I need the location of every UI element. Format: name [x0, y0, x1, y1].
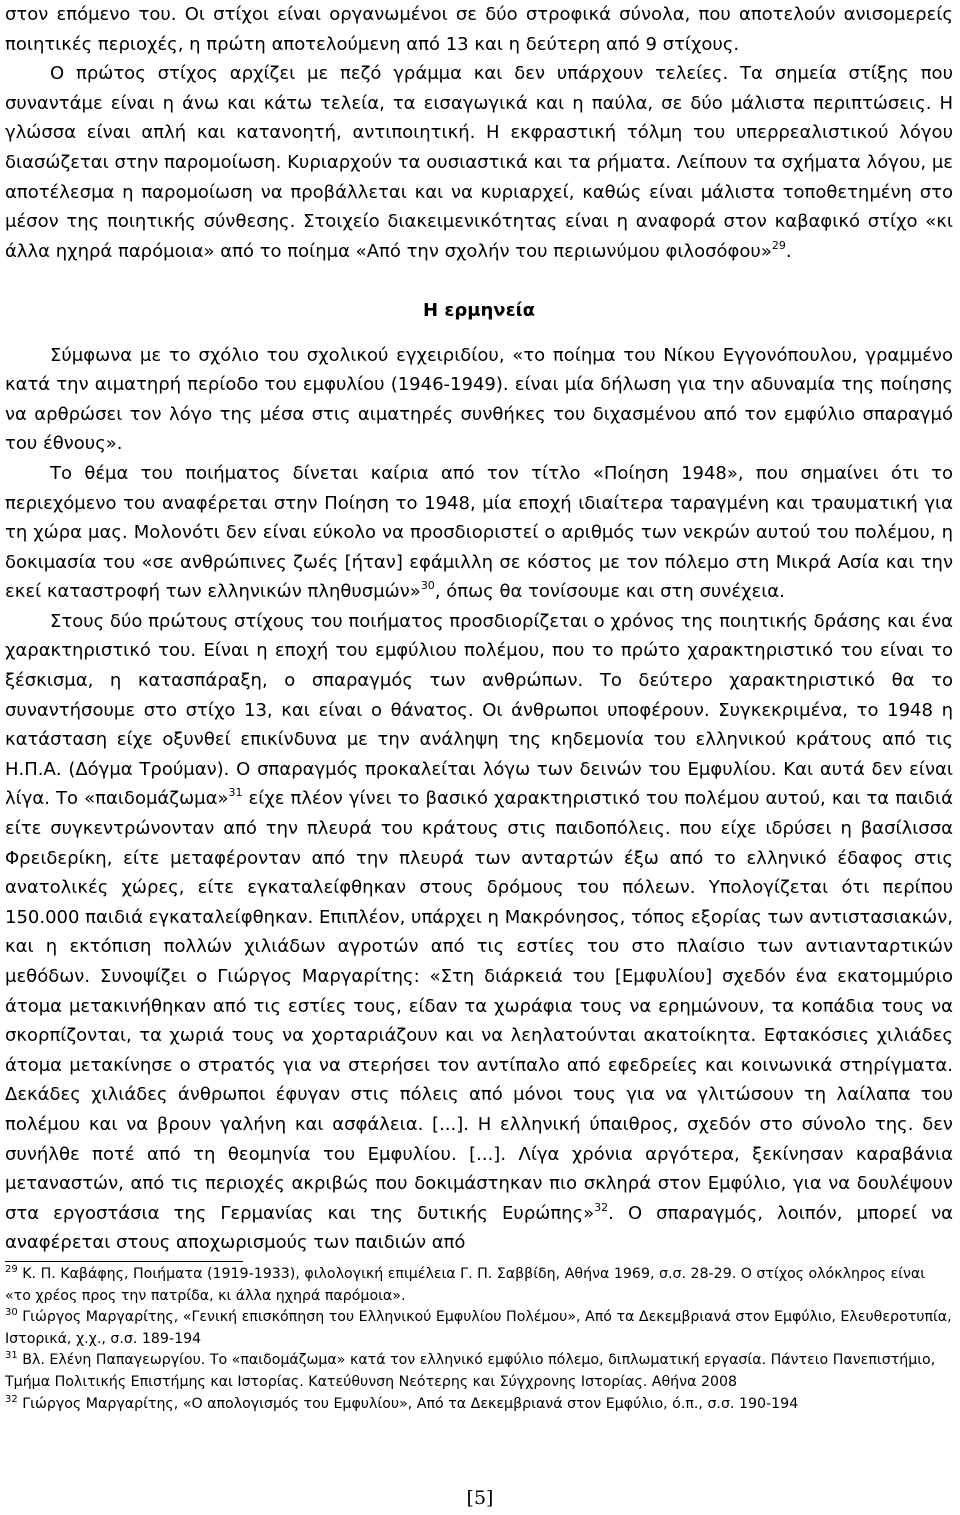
footnote	[5, 1394, 953, 1416]
footnote-number: 29	[5, 1264, 18, 1275]
footnote-number: 30	[5, 1307, 18, 1319]
paragraph-text: Ο πρώτος στίχος αρχίζει με πεζό γράμμα και δεν υπάρχουν τελείες. Τα σημεία στίξης που συναντάμε είναι η άνω και κάτω τελεία, τα εισαγωγικά και η παύλα, σε δύο μάλιστα περιπτώσεις. Η γλώσσα είναι απλή και κατανοητή, αντιποιητική. Η εκφραστική τόλμη του υπερρεαλιστικού λόγου διασώζεται στην παρομοίωση. Κυριαρχούν τα ουσιαστικά και τα ρήματα. Λείπουν τα σχήματα λόγου, με αποτέλεσμα η παρομοίωση να προβάλλεται και να κυριαρχεί, καθώς είναι μάλιστα τοποθετημένη στο μέσον της ποιητικής σύνθεσης. Στοιχείο διακειμενικότητας είναι η αναφορά στον καβαφικό στίχο «κι άλλα ηχηρά παρόμοια» από το ποίημα «Από την σχολήν του περιωνύμου φιλοσόφου»	[5, 63, 953, 262]
footnote-number: 32	[5, 1393, 18, 1405]
footnote-text: Γιώργος Μαργαρίτης, «Γενική επισκόπηση του Ελληνικού Εμφυλίου Πολέμου», Από τα Δεκεμβριανά στον Εμφύλιο, Ελευθεροτυπία, Ιστορικά, χ.χ., σ.σ. 189-194	[5, 1309, 952, 1347]
paragraph-text: Στους δύο πρώτους στίχους του ποιήματος προσδιορίζεται ο χρόνος της ποιητικής δράσης και ένα χαρακτηριστικό του. Είναι η εποχή του εμφύλιου πολέμου, που το πρώτο χαρακτηριστικό του είναι το ξέσκισμα, η κατασπάραξη, ο σπαραγμός των ανθρώπων. Το δεύτερο χαρακτηριστικό θα το συναντήσουμε στο στίχο 13, και είναι ο θάνατος. Οι άνθρωποι υποφέρουν. Συγκεκριμένα, το 1948 η κατάσταση είχε οξυνθεί επικίνδυνα με την ανάληψη της κηδεμονία του ελληνικού κράτους από τις Η.Π.Α. (Δόγμα Τρούμαν). Ο σπαραγμός προκαλείται λόγω των δεινών του Εμφυλίου. Και αυτά δεν είναι λίγα. Το «παιδομάζωμα»	[5, 610, 953, 810]
paragraph-text: Σύμφωνα με το σχόλιο του σχολικού εγχειριδίου, «το ποίημα του Νίκου Εγγονόπουλου, γραμμένο κατά την αιματηρή περίοδο του εμφυλίου (1946-1949). είναι μία δήλωση για την αδυναμία της ποίησης να αρθρώσει τον λόγο της μέσα στις αιματηρές συνθήκες του διχασμένου από τον εμφύλιο σπαραγμό του έθνους».	[5, 344, 953, 455]
paragraph-text: . Ο σπαραγμός, λοιπόν, μπορεί να αναφέρεται στους αποχωρισμούς των παιδιών από	[5, 1202, 954, 1254]
paragraph-text: Το θέμα του ποιήματος δίνεται καίρια από τον τίτλο «Ποίηση 1948», που σημαίνει ότι το περιεχόμενο του αναφέρεται στην Ποίηση το 1948, μία εποχή ιδιαίτερα ταραγμένη και τραυματική για τη χώρα μας. Μολονότι δεν είναι εύκολο να προσδιοριστεί ο αριθμός των νεκρών αυτού του πολέμου, η δοκιμασία του «σε ανθρώπινες ζωές [ήταν] εφάμιλλη σε κόστος με τον πόλεμο στη Μικρά Ασία και την εκεί καταστροφή των ελληνικών πληθυσμών»	[5, 462, 953, 603]
footnote-ref[interactable]: 30	[420, 579, 435, 593]
footnote	[5, 1350, 953, 1393]
footnote-ref[interactable]: 31	[228, 786, 243, 800]
footnote-ref[interactable]: 32	[594, 1200, 609, 1214]
paragraph-text: , όπως θα τονίσουμε και στη συνέχεια.	[434, 581, 785, 603]
page-number: [5]	[466, 1487, 494, 1509]
paragraph	[5, 607, 953, 1258]
footnote-text: Γιώργος Μαργαρίτης, «Ο απολογισμός του Εμφυλίου», Από τα Δεκεμβριανά στον Εμφύλιο, ό.π., σ.σ. 190-194	[17, 1395, 799, 1412]
paragraph-text: .	[785, 240, 792, 262]
paragraph	[5, 59, 953, 266]
footnote-divider	[5, 1261, 243, 1262]
paragraph-text: είχε πλέον γίνει το βασικό χαρακτηριστικό του πολέμου αυτού, και τα παιδιά είτε συγκεντρώνονταν από την πλευρά του κράτους στις παιδοπόλεις. που είχε ιδρύσει η βασίλισσα Φρειδερίκη, είτε μεταφέρονταν από την πλευρά των ανταρτών έξω από το ελληνικό έδαφος στις ανατολικές χώρες, είτε εγκαταλείφθηκαν στους δρόμους του πόλεων. Υπολογίζεται ότι περίπου 150.000 παιδιά εγκαταλείφθηκαν. Επιπλέον, υπάρχει η Μακρόνησος, τόπος εξορίας των αντιστασιακών, και η εκτόπιση πολλών χιλιάδων αγροτών από τις εστίες του στο πλαίσιο των αντιανταρτικών μεθόδων. Συνοψίζει ο Γιώργος Μαργαρίτης: «Στη διάρκειά του [Εμφυλίου] σχεδόν ένα εκατομμύριο άτομα μετακινήθηκαν από τις εστίες τους, είδαν τα χωράφια τους να ερημώνουν, τα κοπάδια τους να σκορπίζονται, τα χωριά τους να χορταριάζουν και να λεηλατούνται ακατοίκητα. Εφτακόσιες χιλιάδες άτομα μετακίνησε ο στρατός για να στερήσει τον αντίπαλο από εφεδρείες και κοινωνικά στηρίγματα. Δεκάδες χιλιάδες άνθρωποι έφυγαν στις πόλεις από μόνοι τους για να γλιτώσουν τη λαίλαπα του πολέμου και να βρουν γαλήνη και ασφάλεια. [...]. Η ελληνική ύπαιθρος, σχεδόν στο σύνολο της. δεν συνήλθε ποτέ από τη θεομηνία του Εμφυλίου. [...]. Λίγα χρόνια αργότερα, ξεκίνησαν καραβάνια μεταναστών, από τις περιοχές ακριβώς που δοκιμάστηκαν πιο σκληρά στον Εμφύλιο, για να δουλέψουν στα εργοστάσια της Γερμανίας και της δυτικής Ευρώπης»	[5, 788, 953, 1224]
paragraph-text: στον επόμενο του. Οι στίχοι είναι οργανωμένοι σε δύο στροφικά σύνολα, που αποτελούν ανισομερείς ποιητικές περιοχές, η πρώτη αποτελούμενη από 13 και η δεύτερη από 9 στίχους.	[5, 4, 953, 55]
section-heading: Η ερμηνεία	[423, 299, 535, 321]
footnote	[5, 1264, 953, 1307]
paragraph	[5, 341, 953, 459]
footnote-ref[interactable]: 29	[771, 238, 786, 252]
footnote-text: Βλ. Ελένη Παπαγεωργίου. Το «παιδομάζωμα» κατά τον ελληνικό εμφύλιο πόλεμο, διπλωματική εργασία. Πάντειο Πανεπιστήμιο, Τμήμα Πολιτικής Επιστήμης και Ιστορίας. Κατεύθυνση Νεότερης και Σύγχρονης Ιστορίας. Αθήνα 2008	[5, 1352, 936, 1390]
paragraph	[5, 0, 953, 59]
paragraph	[5, 459, 953, 607]
footnote	[5, 1307, 953, 1350]
footnote-text: Κ. Π. Καβάφης, Ποιήματα (1919-1933), φιλολογική επιμέλεια Γ. Π. Σαββίδη, Αθήνα 1969, σ.σ. 28-29. Ο στίχος ολόκληρος είναι «το χρέος προς την πατρίδα, κι άλλα ηχηρά παρόμοια».	[5, 1266, 926, 1304]
footnotes	[5, 1264, 953, 1415]
body-text	[5, 0, 953, 1258]
footnote-number: 31	[5, 1350, 18, 1362]
